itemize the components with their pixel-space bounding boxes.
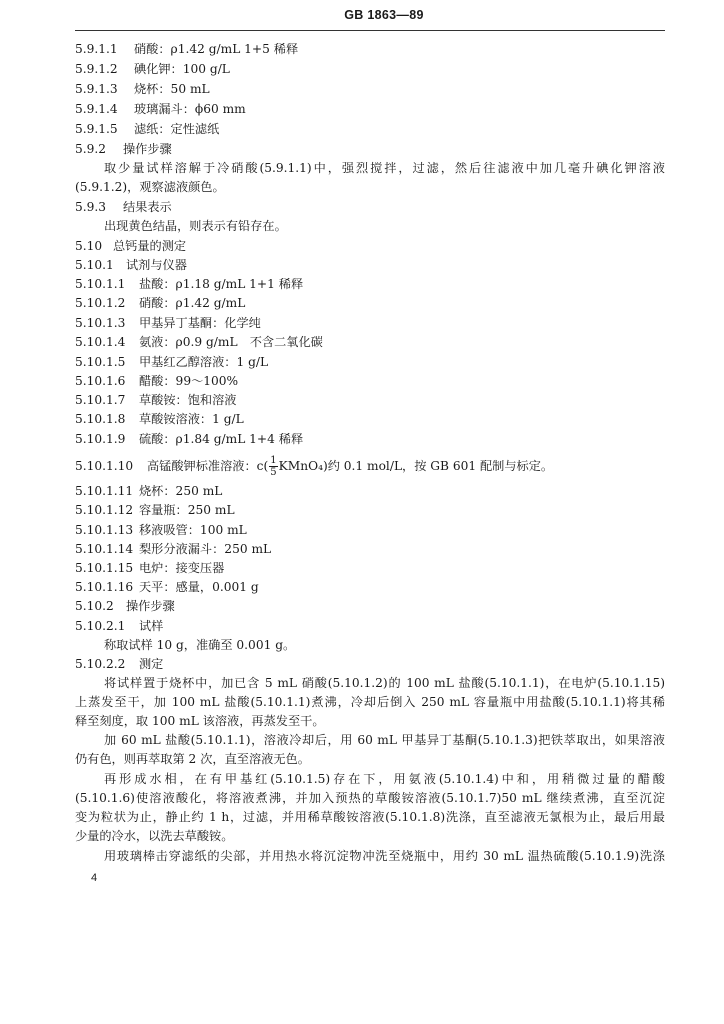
clause-5-10-1-4: 5.10.1.4 氨液：ρ0.9 g/mL 不含二氧化碳 <box>75 335 323 349</box>
section-5-9-2: 5.9.2 操作步骤 <box>75 142 172 156</box>
paragraph-line: 仍有色，则再萃取第 2 次，直至溶液无色。 <box>75 752 310 766</box>
clause-5-9-1-2: 5.9.1.2 碘化钾：100 g/L <box>75 62 230 76</box>
clause-5-10-1-9: 5.10.1.9 硫酸：ρ1.84 g/mL 1+4 稀释 <box>75 432 304 446</box>
clause-5-10-1-15: 5.10.1.15 电炉：接变压器 <box>75 561 225 575</box>
clause-5-10-1-8: 5.10.1.8 草酸铵溶液：1 g/L <box>75 412 244 426</box>
paragraph-line: 出现黄色结晶，则表示有铅存在。 <box>104 219 287 233</box>
section-5-9-3: 5.9.3 结果表示 <box>75 200 172 214</box>
paragraph-line: 少量的冷水，以洗去草酸铵。 <box>75 829 234 843</box>
clause-5-9-1-1: 5.9.1.1 硝酸：ρ1.42 g/mL 1+5 稀释 <box>75 42 299 56</box>
paragraph-line: 用玻璃棒击穿滤纸的尖部，并用热水将沉淀物冲洗至烧瓶中，用约 30 mL 温热硫酸(5.10.1.9)洗涤 <box>104 849 665 863</box>
section-5-10-2-2: 5.10.2.2 测定 <box>75 657 164 671</box>
paragraph-line: (5.9.1.2)，观察滤液颜色。 <box>75 180 225 194</box>
section-5-10-1: 5.10.1 试剂与仪器 <box>75 258 187 272</box>
paragraph-line: 上蒸发至干，加 100 mL 盐酸(5.10.1.1)煮沸，冷却后倒入 250 mL 容量瓶中用盐酸(5.10.1.1)将其稀 <box>75 695 665 709</box>
standard-header: GB 1863—89 <box>344 8 424 22</box>
clause-5-10-1-16: 5.10.1.16 天平：感量，0.001 g <box>75 580 259 594</box>
clause-5-10-1-1: 5.10.1.1 盐酸：ρ1.18 g/mL 1+1 稀释 <box>75 277 304 291</box>
page-number: 4 <box>91 872 98 884</box>
clause-5-10-1-6: 5.10.1.6 醋酸：99～100% <box>75 374 239 388</box>
fraction-one-fifth: $\frac{1}{5}$ <box>270 455 277 478</box>
header-rule <box>75 30 665 31</box>
paragraph-line: 变为粒状为止，静止约 1 h，过滤，并用稀草酸铵溶液(5.10.1.8)洗涤，直至滤液无氯根为止，最后用最 <box>75 810 665 824</box>
paragraph-line: (5.10.1.6)使溶液酸化，将溶液煮沸，并加入预热的草酸铵溶液(5.10.1.7)50 mL 继续煮沸，直至沉淀 <box>75 791 665 805</box>
clause-5-10-1-3: 5.10.1.3 甲基异丁基酮：化学纯 <box>75 316 261 330</box>
paragraph-line: 取少量试样溶解于冷硝酸(5.9.1.1)中，强烈搅拌，过滤，然后往滤液中加几毫升碘化钾溶液 <box>104 161 665 175</box>
clause-5-10-1-5: 5.10.1.5 甲基红乙醇溶液：1 g/L <box>75 355 269 369</box>
clause-5-10-1-2: 5.10.1.2 硝酸：ρ1.42 g/mL <box>75 296 246 310</box>
clause-5-10-1-11: 5.10.1.11 烧杯：250 mL <box>75 484 223 498</box>
clause-5-9-1-4: 5.9.1.4 玻璃漏斗：ϕ60 mm <box>75 102 246 116</box>
paragraph-line: 称取试样 10 g，准确至 0.001 g。 <box>104 638 296 652</box>
clause-5-10-1-13: 5.10.1.13 移液吸管：100 mL <box>75 523 247 537</box>
paragraph-line: 释至刻度，取 100 mL 该溶液，再蒸发至干。 <box>75 714 325 728</box>
section-5-10-2: 5.10.2 操作步骤 <box>75 599 175 613</box>
paragraph-line: 再形成水相，在有甲基红(5.10.1.5)存在下，用氨液(5.10.1.4)中和，用稍微过量的醋酸 <box>104 772 665 786</box>
clause-5-9-1-3: 5.9.1.3 烧杯：50 mL <box>75 82 210 96</box>
paragraph-line: 加 60 mL 盐酸(5.10.1.1)，溶液冷却后，用 60 mL 甲基异丁基酮(5.10.1.3)把铁萃取出，如果溶液 <box>104 733 665 747</box>
clause-5-10-1-14: 5.10.1.14 梨形分液漏斗：250 mL <box>75 542 272 556</box>
clause-5-10-1-12: 5.10.1.12 容量瓶：250 mL <box>75 503 235 517</box>
clause-5-10-1-7: 5.10.1.7 草酸铵：饱和溶液 <box>75 393 237 407</box>
paragraph-line: 将试样置于烧杯中，加已含 5 mL 硝酸(5.10.1.2)的 100 mL 盐酸(5.10.1.1)，在电炉(5.10.1.15) <box>104 676 665 690</box>
section-5-10: 5.10 总钙量的测定 <box>75 239 187 253</box>
clause-5-9-1-5: 5.9.1.5 滤纸：定性滤纸 <box>75 122 220 136</box>
clause-5-10-1-10: 5.10.1.10 高锰酸钾标准溶液：c( $\frac{1}{5}$ KMnO₄)约 0.1 mol/L，按 GB 601 配制与标定。 <box>75 455 554 478</box>
section-5-10-2-1: 5.10.2.1 试样 <box>75 619 164 633</box>
